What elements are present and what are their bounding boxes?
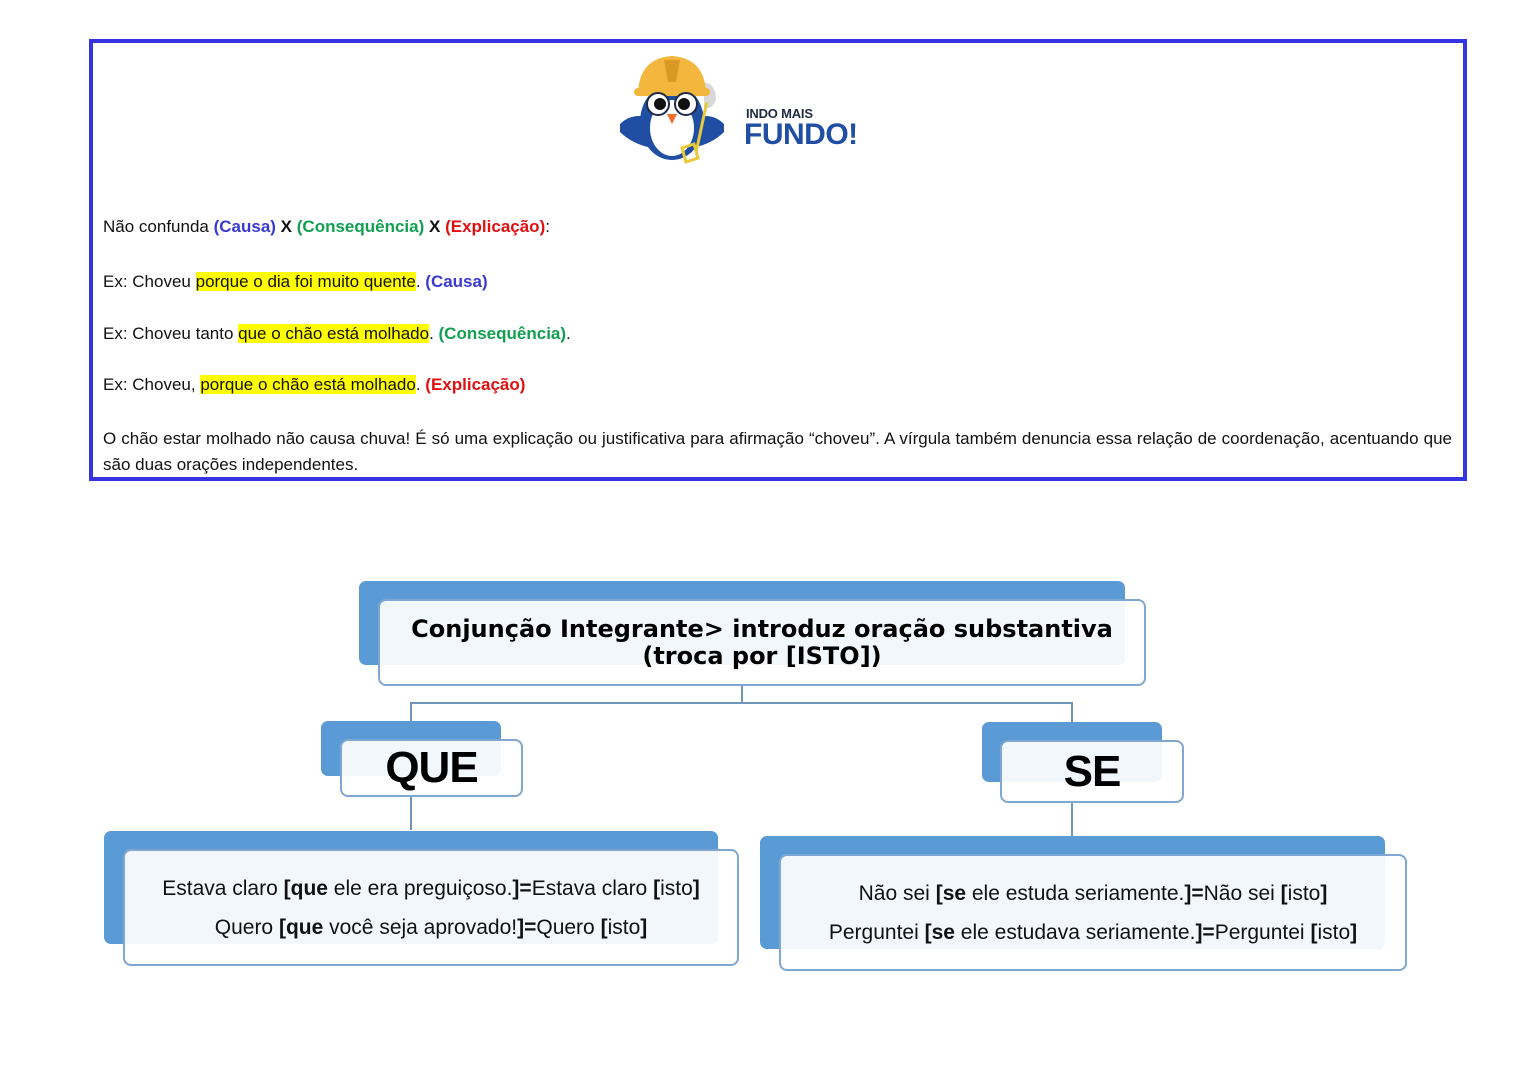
example-causa <box>103 271 488 293</box>
example-prefix: Ex: Choveu tanto <box>103 324 239 343</box>
ex-text: isto <box>1287 881 1321 905</box>
ex-text: Estava claro <box>162 876 284 900</box>
se-node <box>1000 740 1184 803</box>
example-tag: (Causa) <box>425 272 488 291</box>
ex-text: Não sei <box>858 881 936 905</box>
example-end: . <box>566 324 571 343</box>
connector-line <box>741 686 743 703</box>
connector-line <box>1071 803 1073 836</box>
ex-text: Quero <box>536 915 601 939</box>
root-title-line2: (troca por [ISTO]) <box>642 641 882 670</box>
que-examples-box <box>123 849 739 966</box>
example-prefix: Ex: Choveu, <box>103 375 201 394</box>
example-explicacao <box>103 374 525 396</box>
ex-text: Perguntei <box>828 920 925 944</box>
owl-hardhat-mascot-icon <box>612 52 732 172</box>
ex-text: ele estuda seriamente. <box>966 881 1185 905</box>
se-label: SE <box>1063 746 1121 796</box>
example-consequencia <box>103 323 571 345</box>
example-period: . <box>429 324 439 343</box>
ex-bracket: ] <box>692 876 700 900</box>
example-period: . <box>415 375 426 394</box>
se-example-1 <box>859 874 1328 913</box>
ex-keyword: que <box>285 915 324 939</box>
ex-bracket: ]= <box>517 915 537 939</box>
ex-keyword: que <box>290 876 328 900</box>
ex-bracket: ] <box>1320 881 1328 905</box>
root-title-line1: Conjunção Integrante> introduz oração substantiva <box>411 614 1113 643</box>
ex-text: isto <box>1317 920 1351 944</box>
highlighted-clause: porque o chão está molhado <box>200 375 416 394</box>
label-consequencia: (Consequência) <box>296 217 425 236</box>
label-explicacao: (Explicação) <box>445 217 546 236</box>
ex-keyword: se <box>942 881 967 905</box>
ex-text: Quero <box>214 915 279 939</box>
ex-bracket: [ <box>653 876 661 900</box>
ex-bracket: [ <box>278 915 286 939</box>
ex-bracket: ] <box>1350 920 1358 944</box>
ex-text: você seja aprovado! <box>323 915 518 939</box>
example-tag: (Consequência) <box>438 324 567 343</box>
highlighted-clause: que o chão está molhado <box>238 324 430 343</box>
ex-bracket: [ <box>600 915 608 939</box>
ex-text: Perguntei <box>1214 920 1311 944</box>
ex-bracket: [ <box>283 876 291 900</box>
ex-text: isto <box>660 876 693 900</box>
label-causa: (Causa) <box>213 217 276 236</box>
que-label: QUE <box>385 743 478 792</box>
connector-line <box>410 702 412 722</box>
que-example-2 <box>215 908 648 947</box>
ex-text: Não sei <box>1203 881 1281 905</box>
se-example-2 <box>829 913 1357 952</box>
example-period: . <box>415 272 426 291</box>
connector-line <box>410 797 412 830</box>
ex-bracket: [ <box>924 920 932 944</box>
que-example-1 <box>162 869 700 908</box>
ex-bracket: ] <box>640 915 648 939</box>
ex-keyword: se <box>931 920 955 944</box>
que-node <box>340 739 523 797</box>
highlighted-clause: porque o dia foi muito quente <box>195 272 416 291</box>
separator-x: X <box>275 217 297 236</box>
connector-line <box>410 702 1073 704</box>
ex-bracket: [ <box>1310 920 1318 944</box>
intro-colon: : <box>545 217 550 236</box>
se-examples-box <box>779 854 1407 971</box>
ex-bracket: ]= <box>512 876 532 900</box>
ex-bracket: ]= <box>1184 881 1204 905</box>
ex-bracket: [ <box>935 881 943 905</box>
separator-x: X <box>424 217 446 236</box>
logo-tagline: INDO MAIS <box>746 106 813 121</box>
ex-text: Estava claro <box>531 876 654 900</box>
ex-bracket: ]= <box>1195 920 1215 944</box>
ex-text: ele estudava seriamente. <box>954 920 1196 944</box>
root-node <box>378 599 1146 686</box>
ex-text: isto <box>607 915 641 939</box>
logo <box>612 52 872 172</box>
logo-brand: FUNDO! <box>744 118 858 151</box>
example-prefix: Ex: Choveu <box>103 272 196 291</box>
explanation-paragraph: O chão estar molhado não causa chuva! É só uma explicação ou justificativa para afirmação “choveu”. A vírgula também denuncia essa relação de coordenação, acentuando que são duas orações independentes. <box>103 429 1452 474</box>
ex-bracket: [ <box>1280 881 1288 905</box>
intro-prefix: Não confunda <box>103 217 214 236</box>
intro-line <box>103 216 550 238</box>
connector-line <box>1071 702 1073 724</box>
ex-text: ele era preguiçoso. <box>327 876 513 900</box>
example-tag: (Explicação) <box>425 375 526 394</box>
